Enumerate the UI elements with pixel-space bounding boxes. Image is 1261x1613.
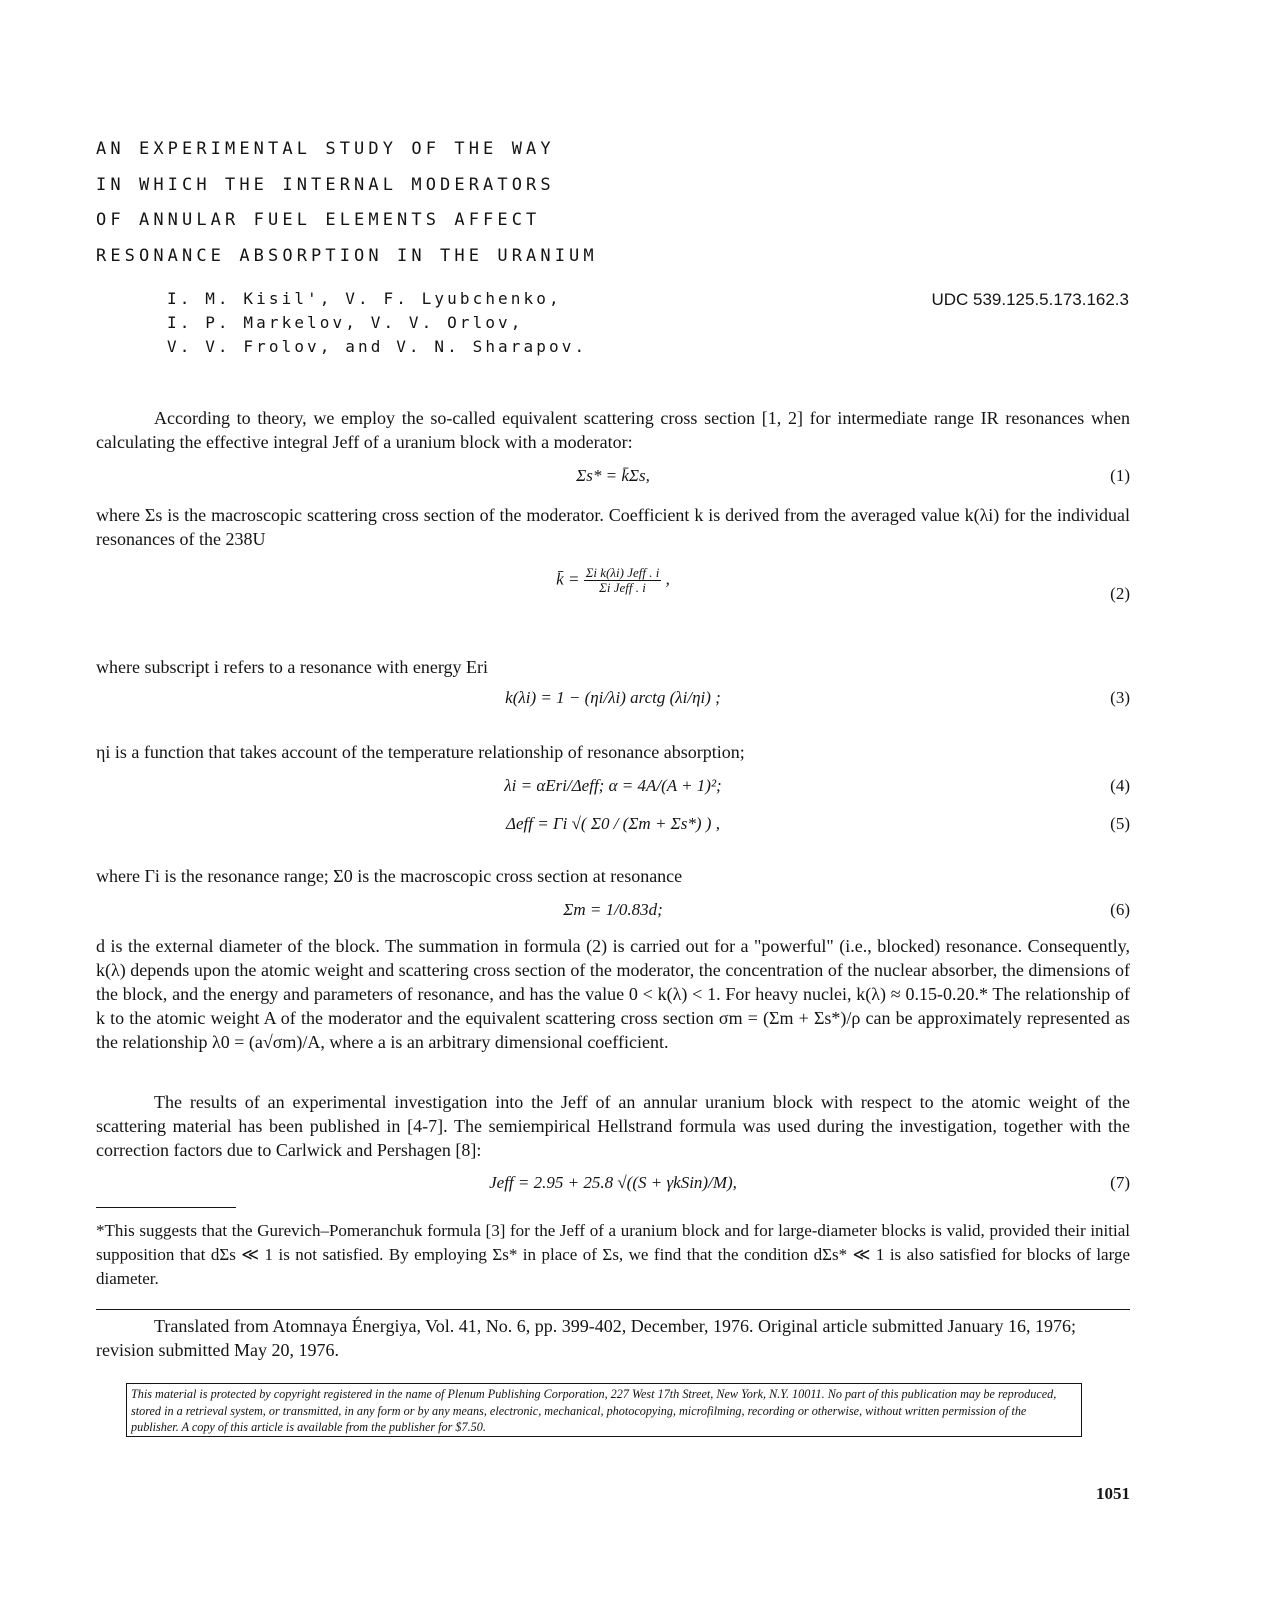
equation-number: (2) xyxy=(1110,584,1130,603)
equation-1 xyxy=(96,466,1130,494)
author-line: V. V. Frolov, and V. N. Sharapov. xyxy=(167,337,588,356)
equation-body: k̄ = $\frac{\text{Σi k(λi) Jeff . i}}{\text{Σi Jeff . i}}$ , xyxy=(556,565,670,595)
denominator: Σi Jeff . i xyxy=(599,580,646,595)
paragraph-gamma: where Γi is the resonance range; Σ0 is the macroscopic cross section at resonance xyxy=(96,866,683,886)
equation-number: (1) xyxy=(1110,466,1130,485)
equation-number: (5) xyxy=(1110,814,1130,833)
equation-number: (6) xyxy=(1110,900,1130,919)
equation-body: λi = αEri/Δeff; α = 4A/(A + 1)²; xyxy=(504,776,722,795)
equation-6 xyxy=(96,900,1130,928)
translation-divider xyxy=(96,1309,1130,1310)
page-number: 1051 xyxy=(1096,1484,1130,1503)
footnote: *This suggests that the Gurevich–Pomeranchuk formula [3] for the Jeff of a uranium block and for large-diameter blocks is valid, provided their initial supposition that dΣs ≪ 1 is not satisfied. By employing Σs* in place of Σs, we find that the condition dΣs* ≪ 1 is also satisfied for blocks of large diameter. xyxy=(96,1221,1130,1288)
author-line: I. M. Kisil', V. F. Lyubchenko, xyxy=(167,289,562,308)
equation-body: k(λi) = 1 − (ηi/λi) arctg (λi/ηi) ; xyxy=(505,688,721,707)
title-line: IN WHICH THE INTERNAL MODERATORS xyxy=(96,174,555,195)
author-line: I. P. Markelov, V. V. Orlov, xyxy=(167,313,524,332)
udc-code: UDC 539.125.5.173.162.3 xyxy=(931,290,1129,309)
equation-body: Δeff = Γi √( Σ0 / (Σm + Σs*) ) , xyxy=(506,814,720,833)
numerator: Σi k(λi) Jeff . i xyxy=(585,565,660,580)
equation-lhs: k̄ = xyxy=(556,569,580,589)
copyright-notice: This material is protected by copyright registered in the name of Plenum Publishing Corporation, 227 West 17th Street, New York, N.Y. 10011. No part of this publication may be reproduced, stored in a retrieval system, or transmitted, in any form or by any means, electronic, mechanical, photocopying, microfilming, recording or otherwise, without written permission of the publisher. A copy of this article is available from the publisher for $7.50. xyxy=(126,1383,1082,1437)
paragraph-subscript-i: where subscript i refers to a resonance with energy Eri xyxy=(96,657,489,677)
equation-2 xyxy=(96,562,1130,626)
title-line: AN EXPERIMENTAL STUDY OF THE WAY xyxy=(96,139,555,159)
equation-7 xyxy=(96,1173,1130,1201)
translation-note: Translated from Atomnaya Énergiya, Vol. 41, No. 6, pp. 399-402, December, 1976. Original article submitted January 16, 1976; revision submitted May 20, 1976. xyxy=(96,1316,1076,1360)
article-title xyxy=(96,132,736,274)
title-line: RESONANCE ABSORPTION IN THE URANIUM xyxy=(96,245,598,266)
equation-5 xyxy=(96,814,1130,842)
equation-4 xyxy=(96,776,1130,804)
author-list xyxy=(167,287,587,359)
paragraph-diameter: d is the external diameter of the block. The summation in formula (2) is carried out for a "powerful" (i.e., blocked) resonance. Consequently, k(λ) depends upon the atomic weight and scattering cross section of the moderator, the concentration of the nuclear absorber, the dimensions of the block, and the energy and parameters of resonance, and has the value 0 < k(λ) < 1. For heavy nuclei, k(λ) ≈ 0.15-0.20.* The relationship of k to the atomic weight A of the moderator and the equivalent scattering cross section σm = (Σm + Σs*)/ρ can be approximately represented as the relationship λ0 = (a√σm)/A, where a is an arbitrary dimensional coefficient. xyxy=(96,936,1130,1052)
equation-number: (7) xyxy=(1110,1173,1130,1192)
equation-body: Σs* = k̄Σs, xyxy=(576,466,650,485)
fraction xyxy=(584,566,662,595)
paragraph-results: The results of an experimental investigation into the Jeff of an annular uranium block with respect to the atomic weight of the scattering material has been published in [4-7]. The semiempirical Hellstrand formula was used during the investigation, together with the correction factors due to Carlwick and Pershagen [8]: xyxy=(96,1092,1130,1160)
equation-body: Σm = 1/0.83d; xyxy=(563,900,663,919)
title-line: OF ANNULAR FUEL ELEMENTS AFFECT xyxy=(96,210,541,230)
paragraph-eta: ηi is a function that takes account of the temperature relationship of resonance absorption; xyxy=(96,742,745,762)
paragraph-intro: According to theory, we employ the so-called equivalent scattering cross section [1, 2] for intermediate range IR resonances when calculating the effective integral Jeff of a uranium block with a moderator: xyxy=(96,408,1130,452)
equation-number: (3) xyxy=(1110,688,1130,707)
equation-3 xyxy=(96,688,1130,716)
equation-number: (4) xyxy=(1110,776,1130,795)
equation-body: Jeff = 2.95 + 25.8 √((S + γkSin)/M), xyxy=(489,1173,737,1192)
footnote-divider xyxy=(96,1207,236,1208)
paragraph-sigma-s: where Σs is the macroscopic scattering cross section of the moderator. Coefficient k is derived from the averaged value k(λi) for the individual resonances of the 238U xyxy=(96,505,1130,549)
